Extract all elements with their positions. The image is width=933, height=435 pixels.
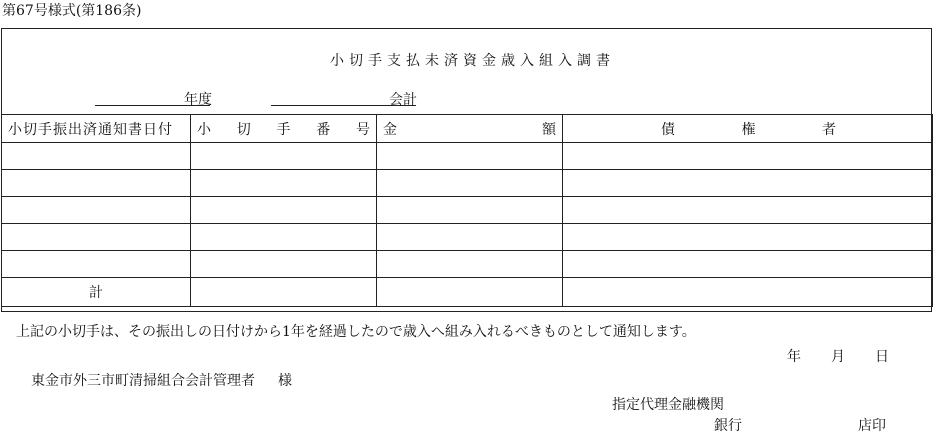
date-year-label: 年 [787,349,801,365]
cell-amount[interactable] [377,197,563,224]
table-row [2,170,933,197]
addressee: 東金市外三市町清掃組合会計管理者 [31,373,255,389]
table-row [2,143,933,170]
header-creditor [563,115,933,143]
header-creditor-char: 債 [661,121,675,138]
header-check-number-char: 切 [236,121,251,138]
cell-check-number[interactable] [191,143,377,170]
cell-check-number[interactable] [191,251,377,278]
header-check-notice-date: 小切手振出済通知書日付 [2,115,191,143]
cell-notice-date[interactable] [2,143,191,170]
cell-check-number[interactable] [191,197,377,224]
cell-check-number[interactable] [191,224,377,251]
cell-notice-date[interactable] [2,170,191,197]
fiscal-year-label: 年度 [184,92,212,108]
branch-seal-label: 店印 [858,418,886,434]
cell-notice-date[interactable] [2,224,191,251]
table-row [2,251,933,278]
form-title: 小切手支払未済資金歳入組入調書 [330,53,615,69]
cell-creditor[interactable] [563,170,933,197]
cell-amount[interactable] [377,143,563,170]
table-row [2,224,933,251]
header-check-number-char: 番 [316,121,331,138]
header-amount-char: 額 [542,121,556,138]
cell-amount[interactable] [377,224,563,251]
header-creditor-char: 者 [822,121,836,138]
cell-total-check-number[interactable] [191,278,377,307]
cell-total-amount[interactable] [377,278,563,307]
cell-creditor[interactable] [563,224,933,251]
header-creditor-char: 権 [741,121,756,138]
cell-amount[interactable] [377,170,563,197]
cell-notice-date[interactable] [2,251,191,278]
table-row [2,197,933,224]
cell-creditor[interactable] [563,143,933,170]
header-amount-char: 金 [383,121,397,138]
table-header-row [2,115,933,143]
header-check-number-char: 小 [197,121,211,138]
total-label: 計 [2,278,191,307]
honorific: 様 [278,373,292,389]
header-check-number [191,115,377,143]
header-check-number-char: 号 [356,121,370,138]
bank-label: 銀行 [714,418,742,434]
date-month-label: 月 [831,349,845,365]
cell-notice-date[interactable] [2,197,191,224]
cell-total-creditor[interactable] [563,278,933,307]
notice-text: 上記の小切手は、その振出しの日付けから1年を経過したので歳入へ組み入れるべきものとして通知します。 [16,324,696,340]
cell-creditor[interactable] [563,197,933,224]
date-day-label: 日 [875,349,889,365]
cell-creditor[interactable] [563,251,933,278]
cell-amount[interactable] [377,251,563,278]
check-table [1,114,933,307]
form-number: 第67号様式(第186条) [2,3,142,19]
account-label: 会計 [389,92,417,108]
header-check-number-char: 手 [276,121,291,138]
designated-agent-label: 指定代理金融機関 [612,397,724,413]
table-total-row [2,278,933,307]
cell-check-number[interactable] [191,170,377,197]
header-amount [377,115,563,143]
